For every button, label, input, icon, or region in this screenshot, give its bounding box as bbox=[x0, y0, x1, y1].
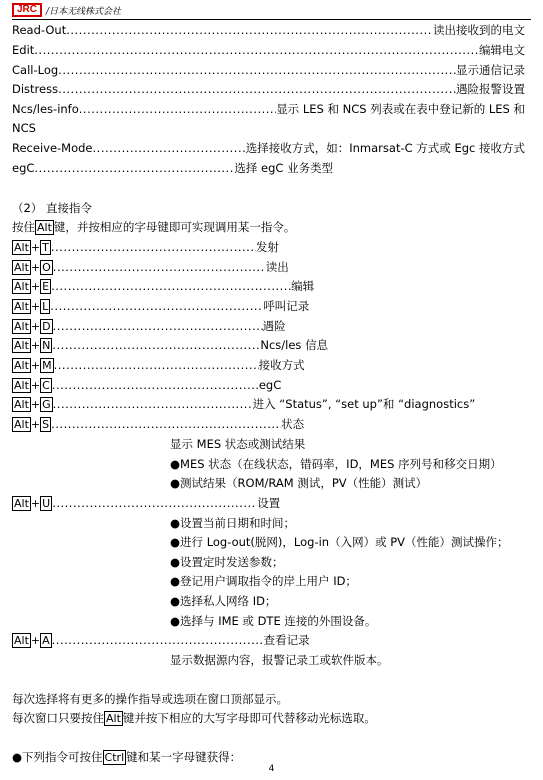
note-line: 每次选择将有更多的操作指导或选项在窗口顶部显示。 bbox=[12, 692, 288, 706]
leader-dots bbox=[34, 159, 234, 177]
jrc-logo: JRC bbox=[12, 3, 42, 17]
letter-key-label: L bbox=[42, 300, 49, 313]
shortcut-keys bbox=[12, 238, 51, 256]
shortcut-keys bbox=[12, 631, 52, 649]
status-bullet: ●MES 状态（在线状态，错码率，ID，MES 序列号和移交日期） bbox=[170, 457, 502, 471]
page-number: 4 bbox=[268, 764, 275, 774]
command-desc: 读出接收到的电文 bbox=[433, 23, 525, 37]
leader-dots bbox=[58, 61, 456, 79]
command-term: Read-Out bbox=[12, 23, 67, 37]
ctrl-key-label: Ctrl bbox=[104, 751, 125, 764]
leader-dots bbox=[34, 41, 479, 59]
plus-sign: + bbox=[30, 634, 41, 647]
command-row bbox=[12, 100, 525, 118]
leader-dots bbox=[54, 356, 259, 374]
plus-sign: + bbox=[30, 497, 41, 510]
alt-key-label: Alt bbox=[14, 359, 29, 372]
shortcut-desc: 编辑 bbox=[291, 279, 315, 293]
plus-sign: + bbox=[30, 280, 41, 293]
letter-key-label: S bbox=[42, 418, 50, 431]
shortcut-keys bbox=[12, 395, 53, 413]
setup-bullet: ●进行 Log-out(脱网)，Log-in（入网）或 PV（性能）测试操作； bbox=[170, 535, 509, 549]
plus-sign: + bbox=[30, 398, 41, 411]
shortcut-keys bbox=[12, 317, 53, 335]
command-row bbox=[12, 159, 525, 177]
plus-sign: + bbox=[30, 320, 41, 333]
setup-bullet: ●登记用户调取指令的岸上用户 ID； bbox=[170, 574, 357, 588]
log-detail: 显示数据源内容，报警记录工或软件版本。 bbox=[170, 653, 389, 667]
plus-sign: + bbox=[30, 359, 41, 372]
alt-key-label: Alt bbox=[14, 241, 29, 254]
shortcut-keys bbox=[12, 336, 52, 354]
alt-key-label: Alt bbox=[14, 398, 29, 411]
shortcut-keys bbox=[12, 376, 52, 394]
alt-key-label: Alt bbox=[14, 634, 29, 647]
shortcut-keys bbox=[12, 258, 53, 276]
command-row bbox=[12, 61, 525, 79]
note-line bbox=[12, 709, 525, 727]
letter-key-label: N bbox=[42, 339, 51, 352]
command-term: Edit bbox=[12, 43, 35, 57]
shortcut-desc: 查看记录 bbox=[263, 633, 310, 647]
shortcut-row bbox=[12, 277, 525, 295]
alt-key-label: Alt bbox=[14, 320, 29, 333]
letter-key-label: D bbox=[42, 320, 51, 333]
shortcut-keys bbox=[12, 277, 51, 295]
alt-key-label: Alt bbox=[14, 300, 29, 313]
page-header bbox=[12, 2, 121, 18]
header-rule bbox=[12, 19, 531, 20]
plus-sign: + bbox=[30, 379, 41, 392]
shortcut-desc: 状态 bbox=[281, 417, 305, 431]
command-row bbox=[12, 41, 525, 59]
plus-sign: + bbox=[30, 261, 41, 274]
command-desc: 遇险报警设置 bbox=[456, 82, 525, 96]
command-row bbox=[12, 21, 525, 39]
intro-text: 按住 bbox=[12, 220, 35, 234]
letter-key-label: C bbox=[42, 379, 50, 392]
alt-key-label: Alt bbox=[106, 712, 121, 725]
alt-key-label: Alt bbox=[14, 261, 29, 274]
command-term: Call-Log bbox=[12, 63, 59, 77]
letter-key-label: O bbox=[42, 261, 51, 274]
leader-dots bbox=[52, 336, 260, 354]
leader-dots bbox=[53, 317, 263, 335]
shortcut-desc: 设置 bbox=[257, 496, 281, 510]
status-intro: 显示 MES 状态或测试结果 bbox=[170, 437, 306, 451]
plus-sign: + bbox=[30, 339, 41, 352]
setup-bullet: ●选择与 IME 或 DTE 连接的外围设备。 bbox=[170, 614, 377, 628]
leader-dots bbox=[51, 415, 281, 433]
command-desc: 显示 LES 和 NCS 列表或在表中登记新的 LES 和 bbox=[276, 102, 525, 116]
letter-key-label: T bbox=[42, 241, 49, 254]
leader-dots bbox=[79, 100, 276, 118]
command-desc: 选择 egC 业务类型 bbox=[234, 161, 334, 175]
setup-bullet: ●设置定时发送参数； bbox=[170, 555, 284, 569]
command-row bbox=[12, 80, 525, 98]
shortcut-row bbox=[12, 631, 525, 649]
command-desc: 显示通信记录 bbox=[456, 63, 525, 77]
command-desc: 编辑电文 bbox=[479, 43, 525, 57]
shortcut-desc: 遇险 bbox=[262, 319, 286, 333]
alt-key-label: Alt bbox=[14, 339, 29, 352]
leader-dots bbox=[51, 277, 291, 295]
command-desc: 选择接收方式，如：Inmarsat-C 方式或 Egc 接收方式 bbox=[245, 141, 525, 155]
shortcut-row bbox=[12, 238, 525, 256]
leader-dots bbox=[93, 139, 246, 157]
shortcut-desc: 呼叫记录 bbox=[263, 299, 310, 313]
note-text: 键并按下相应的大写字母即可代替移动光标选取。 bbox=[122, 711, 376, 725]
leader-dots bbox=[52, 631, 264, 649]
leader-dots bbox=[52, 376, 259, 394]
shortcut-keys bbox=[12, 494, 52, 512]
setup-bullet: ●设置当前日期和时间； bbox=[170, 516, 296, 530]
shortcut-desc: 读出 bbox=[265, 260, 289, 274]
shortcut-row bbox=[12, 297, 525, 315]
leader-dots bbox=[52, 494, 257, 512]
command-term: Ncs/les-info bbox=[12, 102, 79, 116]
alt-key-label: Alt bbox=[14, 418, 29, 431]
command-term: egC bbox=[12, 161, 35, 175]
leader-dots bbox=[51, 238, 256, 256]
setup-bullet: ●选择私人网络 ID； bbox=[170, 594, 277, 608]
leader-dots bbox=[53, 258, 266, 276]
letter-key-label: U bbox=[42, 497, 51, 510]
leader-dots bbox=[66, 21, 433, 39]
shortcut-keys bbox=[12, 415, 51, 433]
alt-key-label: Alt bbox=[14, 280, 29, 293]
alt-key-label: Alt bbox=[14, 497, 29, 510]
shortcut-row bbox=[12, 494, 525, 512]
letter-key-label: M bbox=[42, 359, 52, 372]
status-bullet: ●测试结果（ROM/RAM 测试，PV（性能）测试） bbox=[170, 476, 428, 490]
command-term: Receive-Mode bbox=[12, 141, 93, 155]
shortcut-desc: 发射 bbox=[255, 240, 279, 254]
shortcut-row bbox=[12, 258, 525, 276]
shortcut-desc: egC bbox=[258, 378, 282, 392]
note-text: 键和某一字母键获得： bbox=[126, 750, 242, 764]
intro-text: 键，并按相应的字母键即可实现调用某一指令。 bbox=[53, 220, 296, 234]
shortcut-row bbox=[12, 415, 525, 433]
leader-dots bbox=[50, 297, 263, 315]
shortcut-desc: 接收方式 bbox=[258, 358, 305, 372]
shortcut-keys bbox=[12, 297, 50, 315]
leader-dots bbox=[58, 80, 456, 98]
note-text: 每次窗口只要按住 bbox=[12, 711, 104, 725]
command-row bbox=[12, 139, 525, 157]
plus-sign: + bbox=[30, 300, 41, 313]
alt-key-label: Alt bbox=[14, 379, 29, 392]
command-desc-wrap: NCS bbox=[12, 121, 36, 135]
company-name: /日本无线株式会社 bbox=[46, 6, 122, 17]
shortcut-row bbox=[12, 395, 525, 413]
shortcut-row bbox=[12, 336, 525, 354]
letter-key-label: G bbox=[42, 398, 51, 411]
plus-sign: + bbox=[30, 418, 41, 431]
note-text: ●下列指令可按住 bbox=[12, 750, 103, 764]
section-title: （2） 直接指令 bbox=[12, 201, 92, 215]
shortcut-keys bbox=[12, 356, 54, 374]
shortcut-row bbox=[12, 317, 525, 335]
shortcut-desc: Ncs/les 信息 bbox=[260, 338, 329, 352]
shortcut-row bbox=[12, 356, 525, 374]
letter-key-label: E bbox=[42, 280, 50, 293]
section-intro bbox=[12, 218, 525, 236]
leader-dots bbox=[53, 395, 253, 413]
shortcut-row bbox=[12, 376, 525, 394]
plus-sign: + bbox=[30, 241, 41, 254]
alt-key-label: Alt bbox=[37, 221, 52, 234]
shortcut-desc: 进入 “Status”, “set up”和 “diagnostics” bbox=[252, 397, 476, 411]
letter-key-label: A bbox=[42, 634, 50, 647]
command-term: Distress bbox=[12, 82, 59, 96]
